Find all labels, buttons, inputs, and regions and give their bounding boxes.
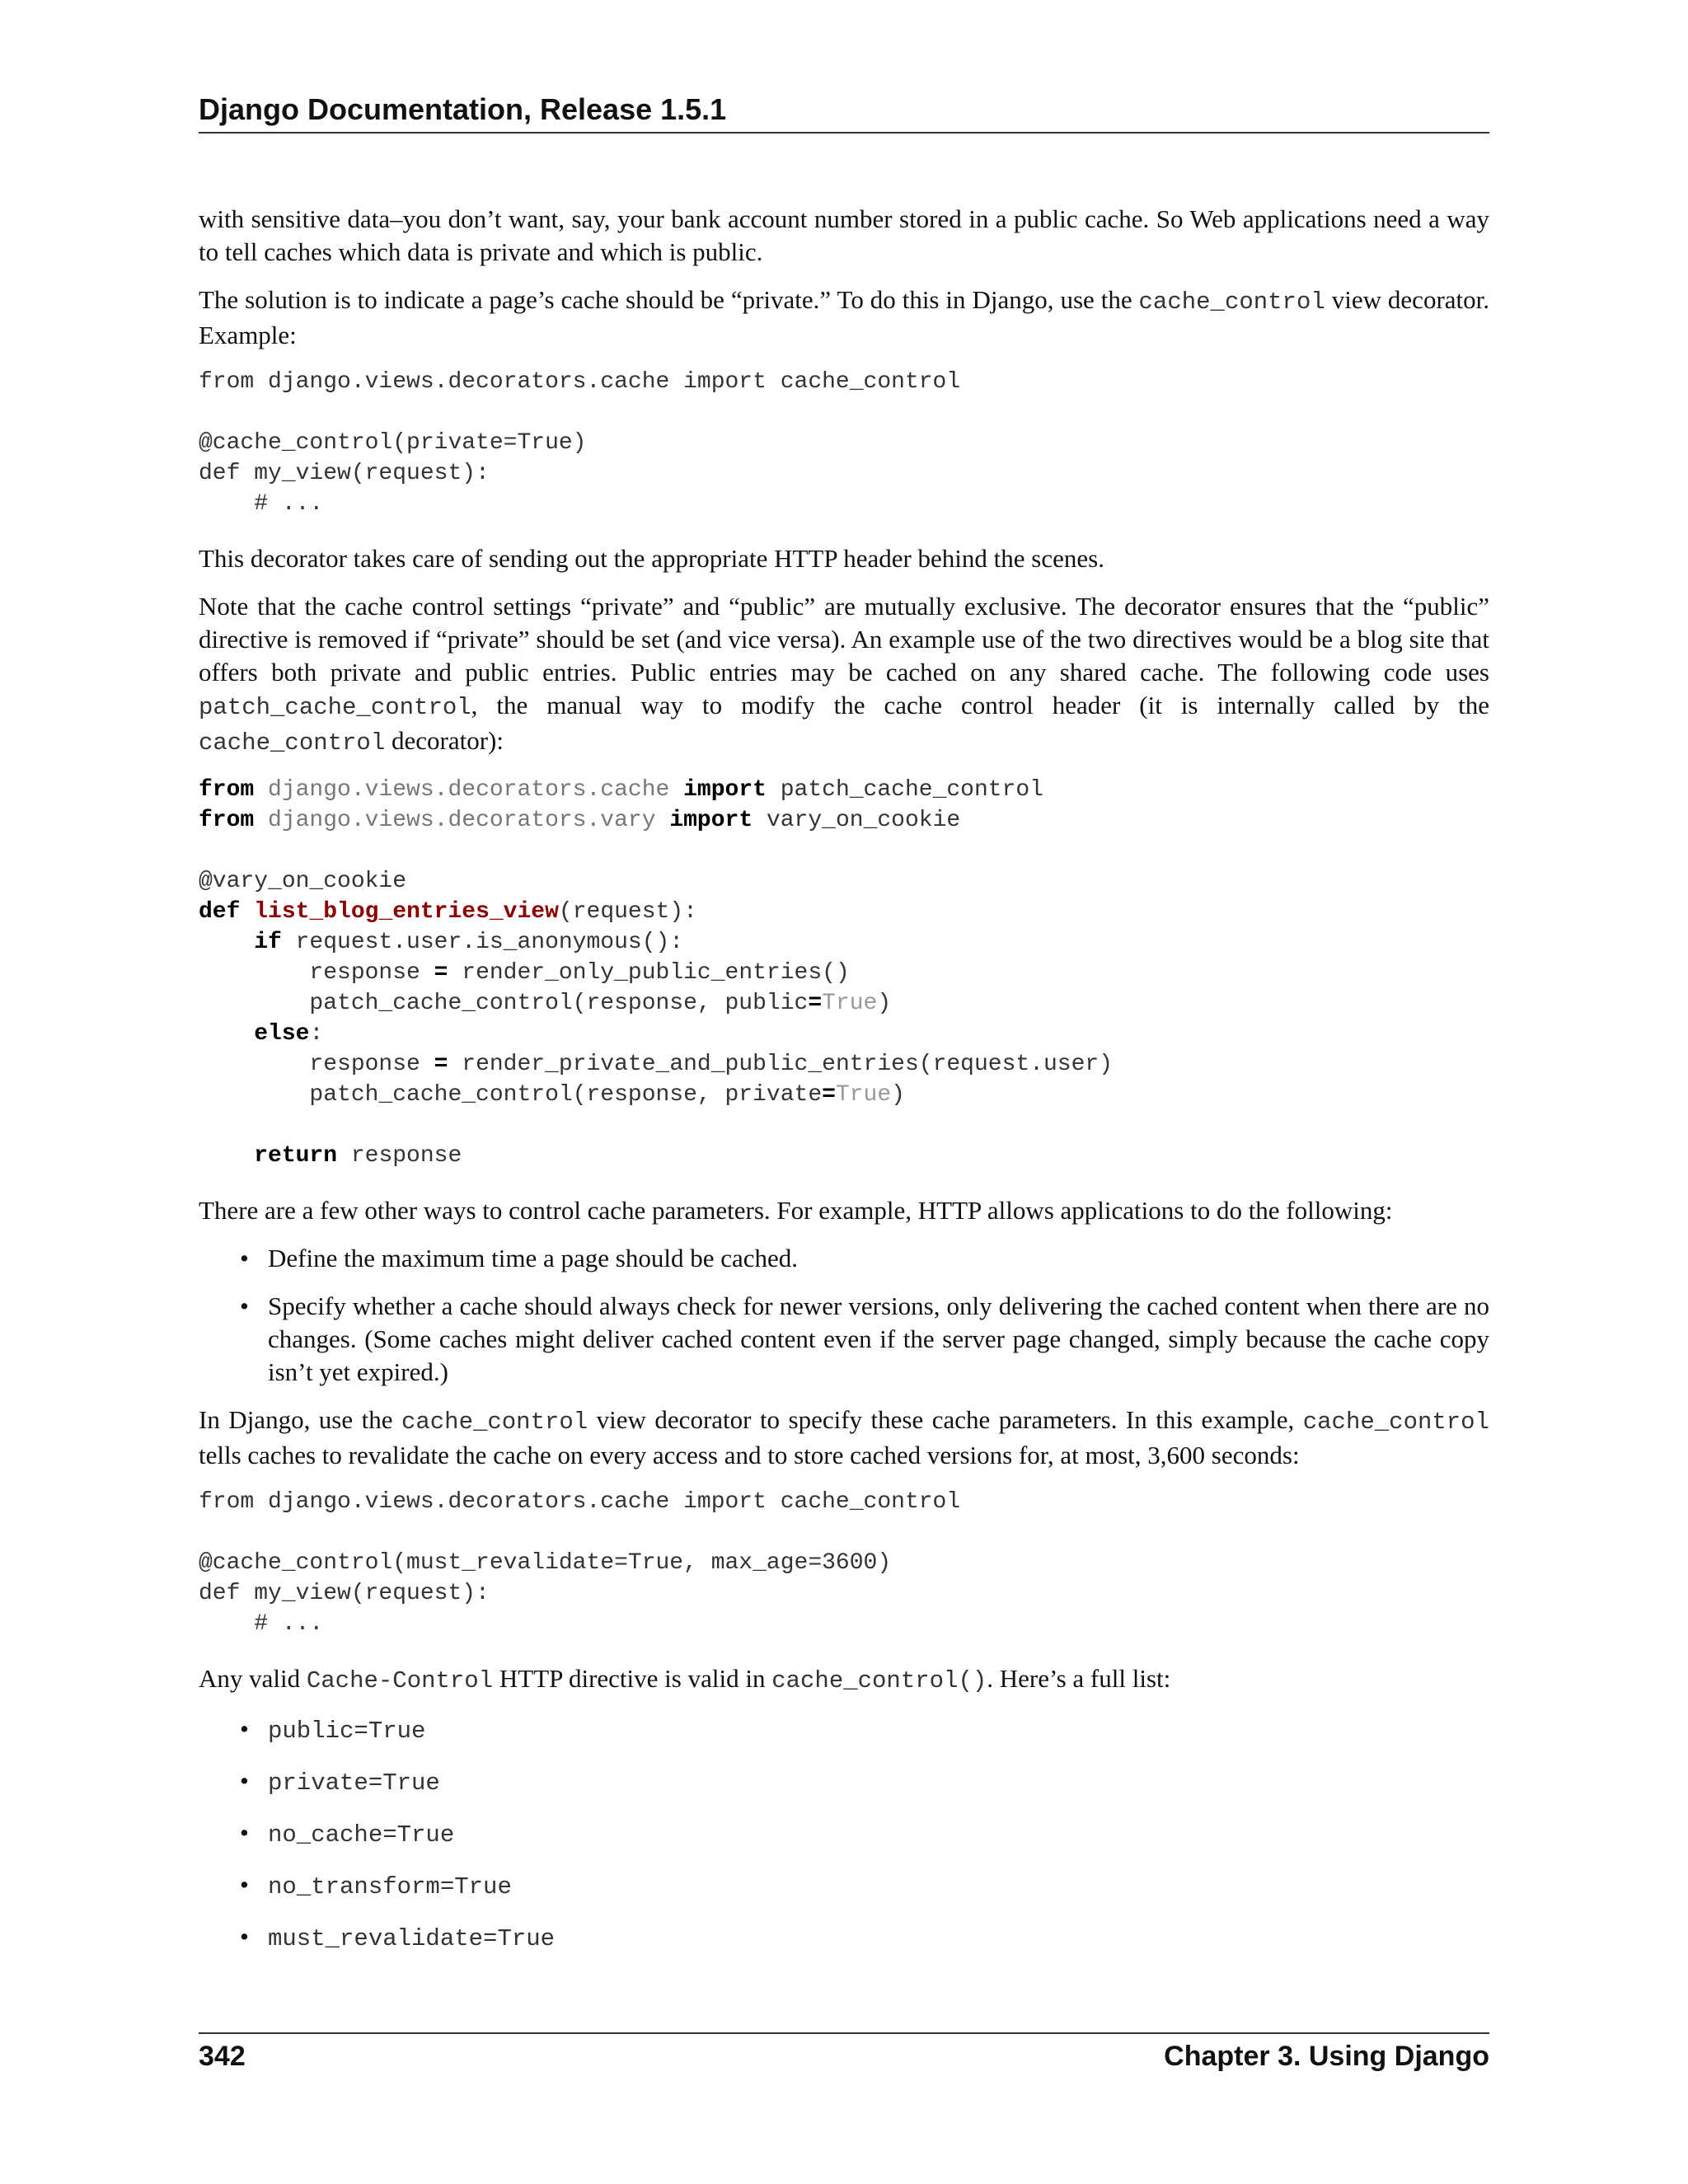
list-item [240, 1242, 1489, 1275]
bullet-icon: • [240, 1818, 249, 1847]
inline-code: cache_control [199, 729, 386, 757]
list-item-text: Specify whether a cache should always check for newer versions, only delivering the cached content when there are no changes. (Some caches might deliver cached content even if the server page changed, simply because the cache copy isn’t yet expired.) [268, 1291, 1489, 1386]
bullet-list-directives [199, 1713, 1489, 1956]
bullet-icon: • [240, 1766, 249, 1795]
code-module: django.views.decorators.vary [254, 808, 670, 833]
code-literal: True [822, 991, 878, 1016]
code-block-1: from django.views.decorators.cache import cache_control @cache_control(private=True) def my_view(request): # ... [199, 369, 961, 517]
code-text: patch_cache_control(response, private [309, 1082, 823, 1108]
directive-code: public=True [268, 1718, 426, 1745]
directive-code: private=True [268, 1769, 440, 1797]
list-item [240, 1713, 1489, 1748]
chapter-title: Chapter 3. Using Django [1164, 2041, 1489, 2072]
paragraph-4-text-a: Note that the cache control settings “private” and “public” are mutually exclusive. The decorator ensures that the “public” directive is removed if “private” should be set (and vice versa). An example use of the two directives would be a blog site that offers both private and public entries. Public entries may be cached on any shared cache. The following code uses [199, 592, 1489, 687]
code-operator: = [808, 991, 823, 1016]
code-keyword: else [254, 1021, 310, 1047]
paragraph-4-text-c: decorator): [385, 726, 504, 755]
inline-code: patch_cache_control [199, 694, 471, 721]
paragraph-6-text-c: tells caches to revalidate the cache on every access and to store cached versions for, at most, 3,600 seconds: [199, 1441, 1300, 1469]
code-name: patch_cache_control [766, 777, 1043, 803]
list-item [240, 1816, 1489, 1852]
code-keyword: def [199, 899, 241, 925]
code-block-2 [199, 775, 1489, 1171]
inline-code: Cache-Control [306, 1667, 494, 1694]
code-text: request.user.is_anonymous(): [281, 930, 684, 955]
document-page [199, 91, 1489, 1972]
paragraph-7-text-c: . Here’s a full list: [987, 1664, 1171, 1693]
code-block-3: from django.views.decorators.cache import cache_control @cache_control(must_revalidate=True, max_age=3600) def my_view(request): # ... [199, 1489, 961, 1637]
code-literal: True [835, 1082, 892, 1108]
paragraph-7-text-b: HTTP directive is valid in [493, 1664, 772, 1693]
page-header [199, 91, 1489, 134]
paragraph-1: with sensitive data–you don’t want, say, your bank account number stored in a public cache. So Web applications need a way to tell caches which data is private and which is public. [199, 204, 1489, 266]
page-footer [199, 2032, 1489, 2073]
paragraph-7 [199, 1662, 1489, 1698]
code-name: vary_on_cookie [753, 808, 961, 833]
list-item-text: Define the maximum time a page should be cached. [268, 1244, 799, 1272]
paragraph-6-text-a: In Django, use the [199, 1405, 401, 1434]
document-title: Django Documentation, Release 1.5.1 [199, 92, 727, 126]
code-text: render_private_and_public_entries(request.user) [448, 1052, 1113, 1077]
paragraph-6 [199, 1404, 1489, 1472]
list-item [240, 1868, 1489, 1904]
code-keyword: from [199, 777, 255, 803]
code-keyword: from [199, 808, 255, 833]
code-module: django.views.decorators.cache [254, 777, 684, 803]
paragraph-7-text-a: Any valid [199, 1664, 307, 1693]
paragraph-4-text-b: , the manual way to modify the cache control header (it is internally called by the [471, 691, 1489, 719]
directive-code: must_revalidate=True [268, 1925, 556, 1952]
code-keyword: import [669, 808, 753, 833]
code-operator: = [434, 1052, 448, 1077]
paragraph-6-text-b: view decorator to specify these cache parameters. In this example, [588, 1405, 1303, 1434]
code-keyword: return [254, 1143, 338, 1169]
paragraph-2 [199, 284, 1489, 352]
inline-code: cache_control [1302, 1408, 1489, 1436]
paragraph-3: This decorator takes care of sending out the appropriate HTTP header behind the scenes. [199, 544, 1104, 573]
paragraph-4 [199, 590, 1489, 760]
code-operator: = [434, 960, 448, 986]
inline-code: cache_control [1138, 288, 1325, 316]
bullet-icon: • [240, 1922, 249, 1951]
paragraph-2-text-b: view decorator. Example: [199, 285, 1489, 349]
bullet-icon: • [240, 1870, 249, 1899]
bullet-icon: • [240, 1291, 249, 1320]
list-item [240, 1765, 1489, 1800]
code-text: render_only_public_entries() [448, 960, 850, 986]
code-decorator: @vary_on_cookie [199, 869, 407, 894]
code-function-name: list_blog_entries_view [254, 899, 559, 925]
code-text: ) [891, 1082, 905, 1108]
inline-code: cache_control [401, 1408, 588, 1436]
directive-code: no_cache=True [268, 1821, 455, 1849]
list-item [240, 1290, 1489, 1389]
bullet-icon: • [240, 1714, 249, 1743]
code-text: patch_cache_control(response, public [309, 991, 809, 1016]
page-content [199, 203, 1489, 1956]
code-keyword: if [254, 930, 282, 955]
code-text: response [309, 960, 434, 986]
paragraph-2-text-a: The solution is to indicate a page’s cache should be “private.” To do this in Django, use the [199, 285, 1139, 314]
page-number: 342 [199, 2041, 246, 2072]
inline-code: cache_control() [771, 1667, 987, 1694]
code-text: (request): [558, 899, 697, 925]
list-item [240, 1920, 1489, 1956]
code-keyword: import [683, 777, 767, 803]
bullet-icon: • [240, 1244, 249, 1272]
bullet-list-http [199, 1242, 1489, 1389]
code-text: response [337, 1143, 462, 1169]
code-text: ) [877, 991, 892, 1016]
code-text: response [309, 1052, 434, 1077]
directive-code: no_transform=True [268, 1873, 512, 1900]
paragraph-5: There are a few other ways to control cache parameters. For example, HTTP allows applications to do the following: [199, 1196, 1393, 1225]
code-text: : [309, 1021, 324, 1047]
code-operator: = [822, 1082, 836, 1108]
